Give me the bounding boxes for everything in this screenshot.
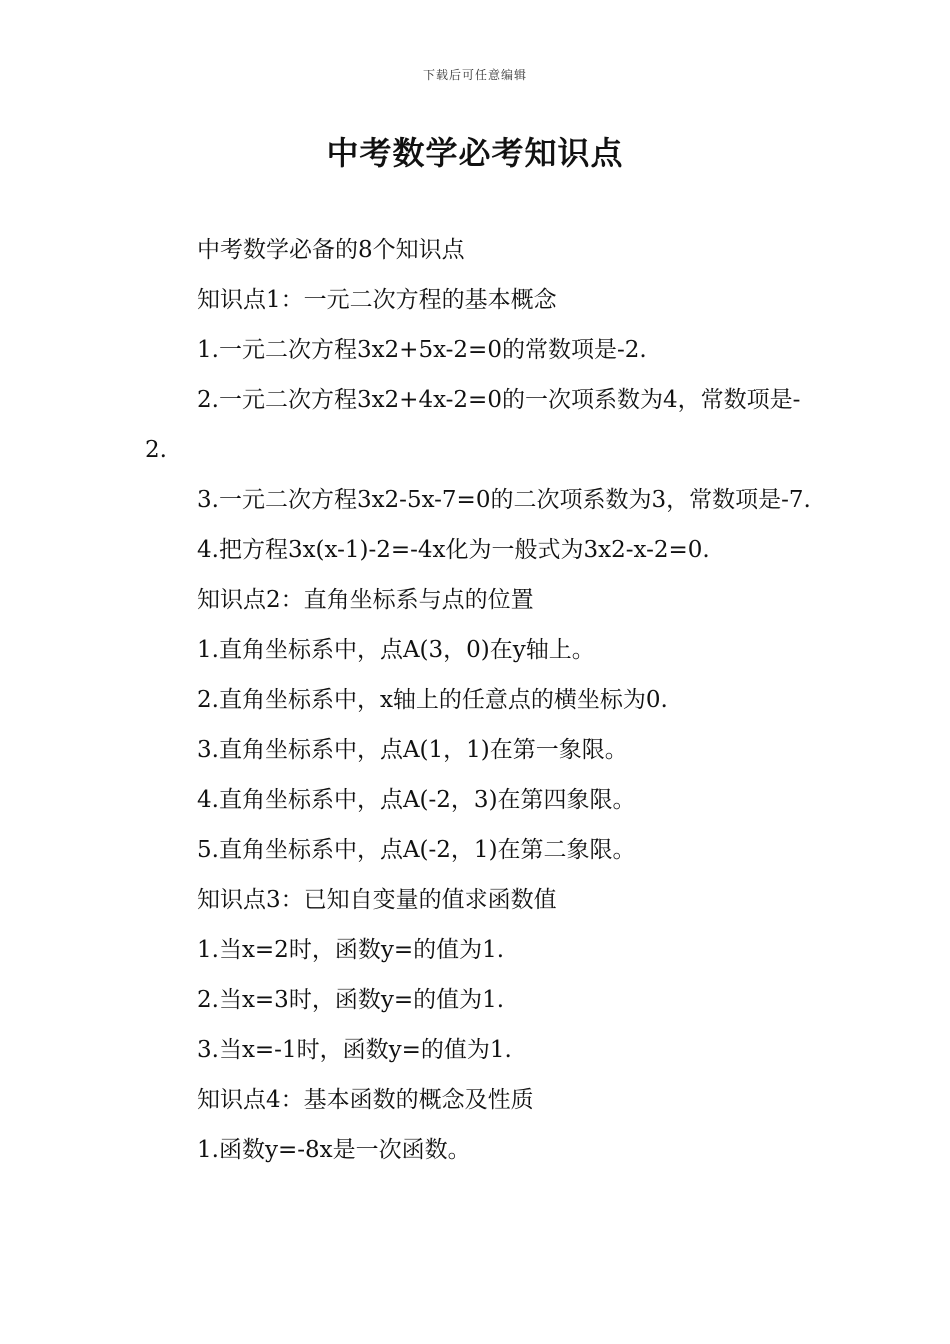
- intro-line: 中考数学必备的8个知识点: [197, 237, 465, 263]
- list-item: 2.一元二次方程3x2+4x-2=0的一次项系数为4，常数项是-2.: [145, 387, 801, 463]
- list-item: 4.把方程3x(x-1)-2=-4x化为一般式为3x2-x-2=0.: [197, 537, 710, 563]
- list-item: 3.直角坐标系中，点A(1，1)在第一象限。: [197, 737, 628, 763]
- section-heading-4: 知识点4：基本函数的概念及性质: [197, 1087, 534, 1113]
- list-item: 3.当x=-1时，函数y=的值为1.: [197, 1037, 512, 1063]
- list-item: 4.直角坐标系中，点A(-2，3)在第四象限。: [197, 787, 636, 813]
- document-title: 中考数学必考知识点: [326, 134, 624, 172]
- section-heading-3: 知识点3：已知自变量的值求函数值: [197, 887, 557, 913]
- section-heading-2: 知识点2：直角坐标系与点的位置: [197, 587, 534, 613]
- list-item: 1.直角坐标系中，点A(3，0)在y轴上。: [197, 637, 595, 663]
- list-item: 1.当x=2时，函数y=的值为1.: [197, 937, 505, 963]
- section-heading-1: 知识点1：一元二次方程的基本概念: [197, 287, 557, 313]
- document-body: [145, 225, 815, 1175]
- list-item: 2.直角坐标系中，x轴上的任意点的横坐标为0.: [197, 687, 668, 713]
- list-item: 3.一元二次方程3x2-5x-7=0的二次项系数为3，常数项是-7.: [197, 487, 811, 513]
- list-item: 2.当x=3时，函数y=的值为1.: [197, 987, 505, 1013]
- list-item: 1.函数y=-8x是一次函数。: [197, 1137, 471, 1163]
- list-item: 5.直角坐标系中，点A(-2，1)在第二象限。: [197, 837, 636, 863]
- header-note: 下载后可任意编辑: [422, 68, 527, 82]
- list-item: 1.一元二次方程3x2+5x-2=0的常数项是-2.: [197, 337, 647, 363]
